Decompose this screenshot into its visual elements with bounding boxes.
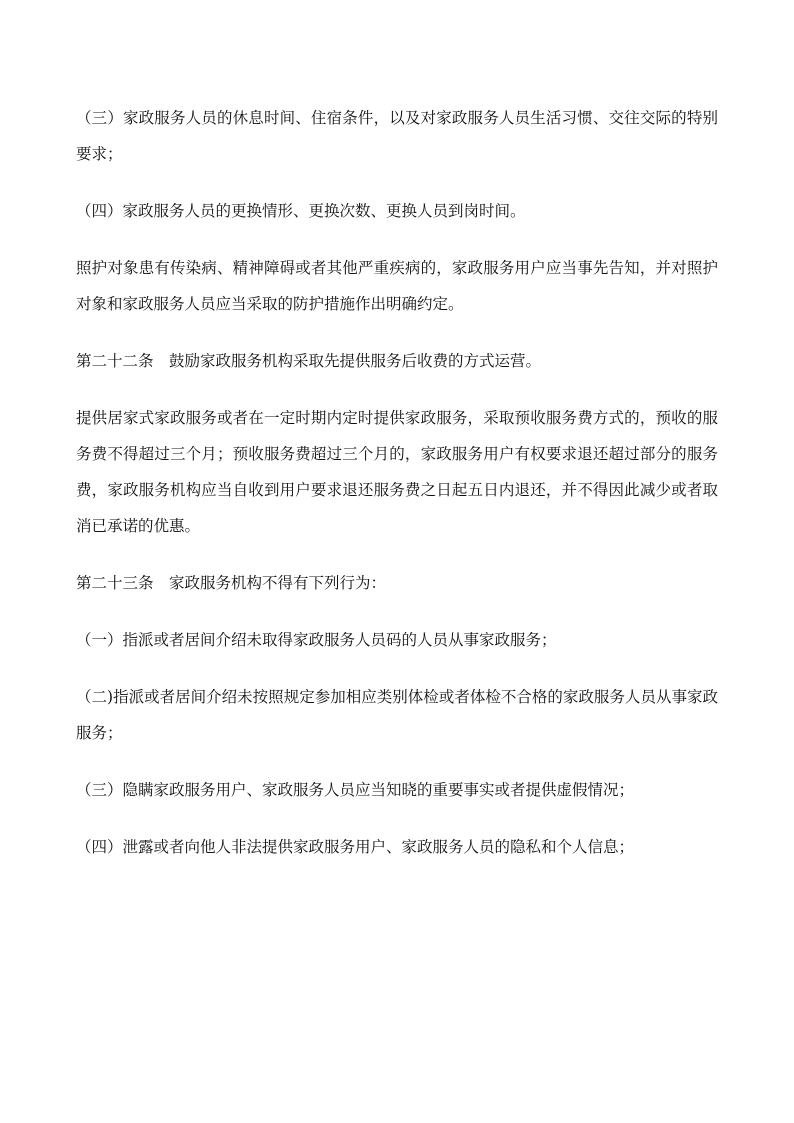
article-23: 第二十三条 家政服务机构不得有下列行为：: [76, 574, 387, 592]
paragraph-item-3-rest-conditions: （三）家政服务人员的休息时间、住宿条件，以及对家政服务人员生活习惯、交往交际的特别要求；: [76, 109, 718, 163]
paragraph-prohibited-1: （一）指派或者居间介绍未取得家政服务人员码的人员从事家政服务；: [76, 631, 557, 649]
paragraph-disease-notice: 照护对象患有传染病、精神障碍或者其他严重疾病的，家政服务用户应当事先告知，并对照护对象和家政服务人员应当采取的防护措施作出明确约定。: [76, 259, 718, 313]
paragraph-prohibited-3: （三）隐瞒家政服务用户、家政服务人员应当知晓的重要事实或者提供虚假情况；: [76, 781, 635, 799]
paragraph-prohibited-4: （四）泄露或者向他人非法提供家政服务用户、家政服务人员的隐私和个人信息；: [76, 838, 635, 856]
document-body: [76, 100, 718, 865]
paragraph-item-4-replacement: （四）家政服务人员的更换情形、更换次数、更换人员到岗时间。: [76, 202, 526, 220]
paragraph-prohibited-2: （二)指派或者居间介绍未按照规定参加相应类别体检或者体检不合格的家政服务人员从事家政服务；: [76, 688, 718, 742]
article-22: 第二十二条 鼓励家政服务机构采取先提供服务后收费的方式运营。: [76, 352, 542, 370]
paragraph-prepaid-fees: 提供居家式家政服务或者在一定时期内定时提供家政服务，采取预收服务费方式的，预收的服务费不得超过三个月；预收服务费超过三个月的，家政服务用户有权要求退还超过部分的服务费，家政服务机构应当自收到用户要求退还服务费之日起五日内退还，并不得因此减少或者取消已承诺的优惠。: [76, 409, 718, 535]
